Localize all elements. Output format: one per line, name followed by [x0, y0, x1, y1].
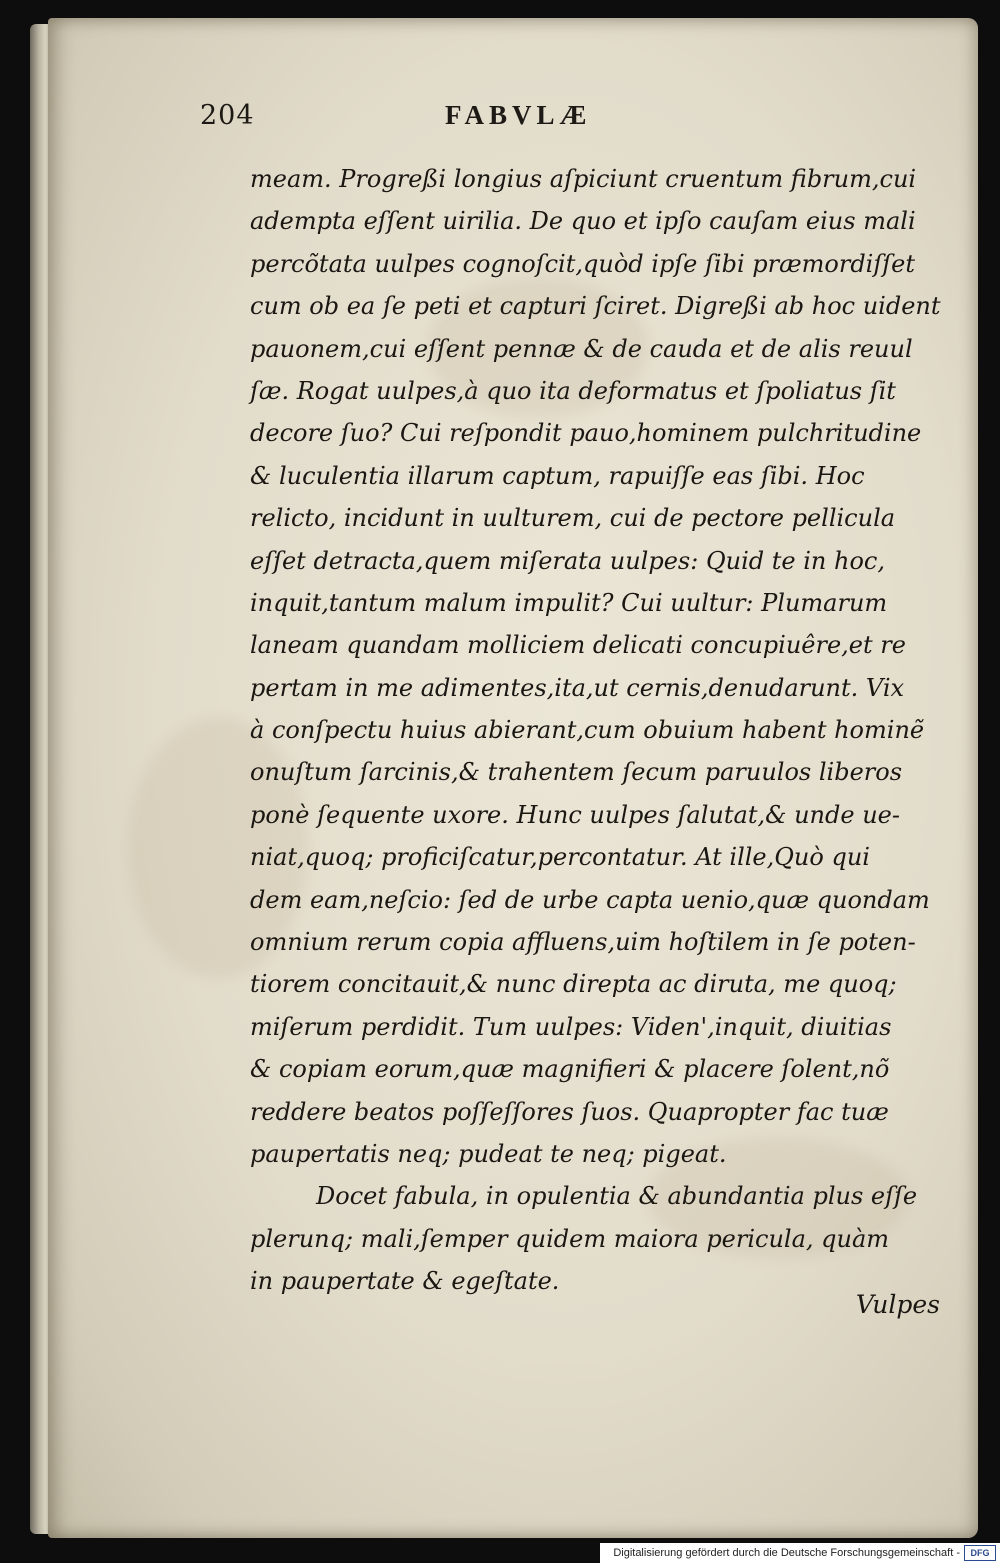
- text-line: adempta eſſent uirilia. De quo et ipſo cauſam eius mali: [250, 207, 916, 236]
- page-number: 204: [200, 100, 255, 131]
- running-title: FABVLÆ: [445, 100, 592, 130]
- text-line: & luculentia illarum captum, rapuiſſe eas ſibi. Hoc: [250, 461, 865, 490]
- text-line: & copiam eorum,quæ magnifieri & placere ſolent,nõ: [250, 1055, 890, 1084]
- digitization-credit-bar: [600, 1543, 1000, 1563]
- text-line: paupertatis neq; pudeat te neq; pigeat.: [250, 1139, 727, 1168]
- text-line: laneam quandam molliciem delicati concupiuêre,et re: [250, 631, 906, 660]
- text-line: reddere beatos poſſeſſores ſuos. Quapropter fac tuæ: [250, 1097, 889, 1126]
- text-line: meam. Progreßi longius aſpiciunt cruentum fibrum,cui: [250, 165, 917, 193]
- text-line: relicto, incidunt in uulturem, cui de pectore pellicula: [250, 504, 896, 533]
- text-line: à conſpectu huius abierant,cum obuium habent hominẽ: [250, 716, 925, 745]
- text-line: ponè ſequente uxore. Hunc uulpes ſalutat,& unde ue-: [250, 800, 900, 829]
- text-line: pauonem,cui eſſent pennæ & de cauda et de alis reuul: [250, 334, 913, 363]
- text-line: tiorem concitauit,& nunc direpta ac diruta, me quoq;: [250, 970, 897, 999]
- moral-line: in paupertate & egeſtate.: [250, 1267, 560, 1296]
- text-line: decore ſuo? Cui reſpondit pauo,hominem pulchritudine: [250, 419, 922, 448]
- text-line: omnium rerum copia affluens,uim hoſtilem in ſe poten-: [250, 928, 916, 957]
- text-line: pertam in me adimentes,ita,ut cernis,denudarunt. Vix: [250, 673, 905, 702]
- text-line: niat,quoq; proficiſcatur,percontatur. At ille,Quò qui: [250, 843, 870, 872]
- text-line: eſſet detracta,quem miſerata uulpes: Quid te in hoc,: [250, 546, 885, 575]
- dfg-logo: DFG: [964, 1545, 996, 1561]
- text-line: inquit,tantum malum impulit? Cui uultur: Plumarum: [250, 588, 888, 617]
- body-text: [250, 158, 950, 1303]
- text-line: ſæ. Rogat uulpes,à quo ita deformatus et ſpoliatus ſit: [250, 376, 896, 405]
- moral-line: Docet fabula, in opulentia & abundantia plus eſſe: [316, 1182, 918, 1211]
- page-header: [200, 100, 660, 140]
- text-line: miſerum perdidit. Tum uulpes: Viden',inquit, diuitias: [250, 1012, 892, 1041]
- catchword: Vulpes: [855, 1290, 940, 1319]
- credit-text: Digitalisierung gefördert durch die Deutsche Forschungsgemeinschaft -: [613, 1547, 960, 1559]
- text-line: percõtata uulpes cognoſcit,quòd ipſe ſibi præmordiſſet: [250, 249, 915, 278]
- text-line: cum ob ea ſe peti et capturi ſciret. Digreßi ab hoc uident: [250, 292, 941, 321]
- text-line: dem eam,neſcio: ſed de urbe capta uenio,quæ quondam: [250, 885, 930, 914]
- moral-line: plerunq; mali,ſemper quidem maiora pericula, quàm: [250, 1224, 890, 1253]
- text-line: onuſtum ſarcinis,& trahentem ſecum paruulos liberos: [250, 758, 903, 787]
